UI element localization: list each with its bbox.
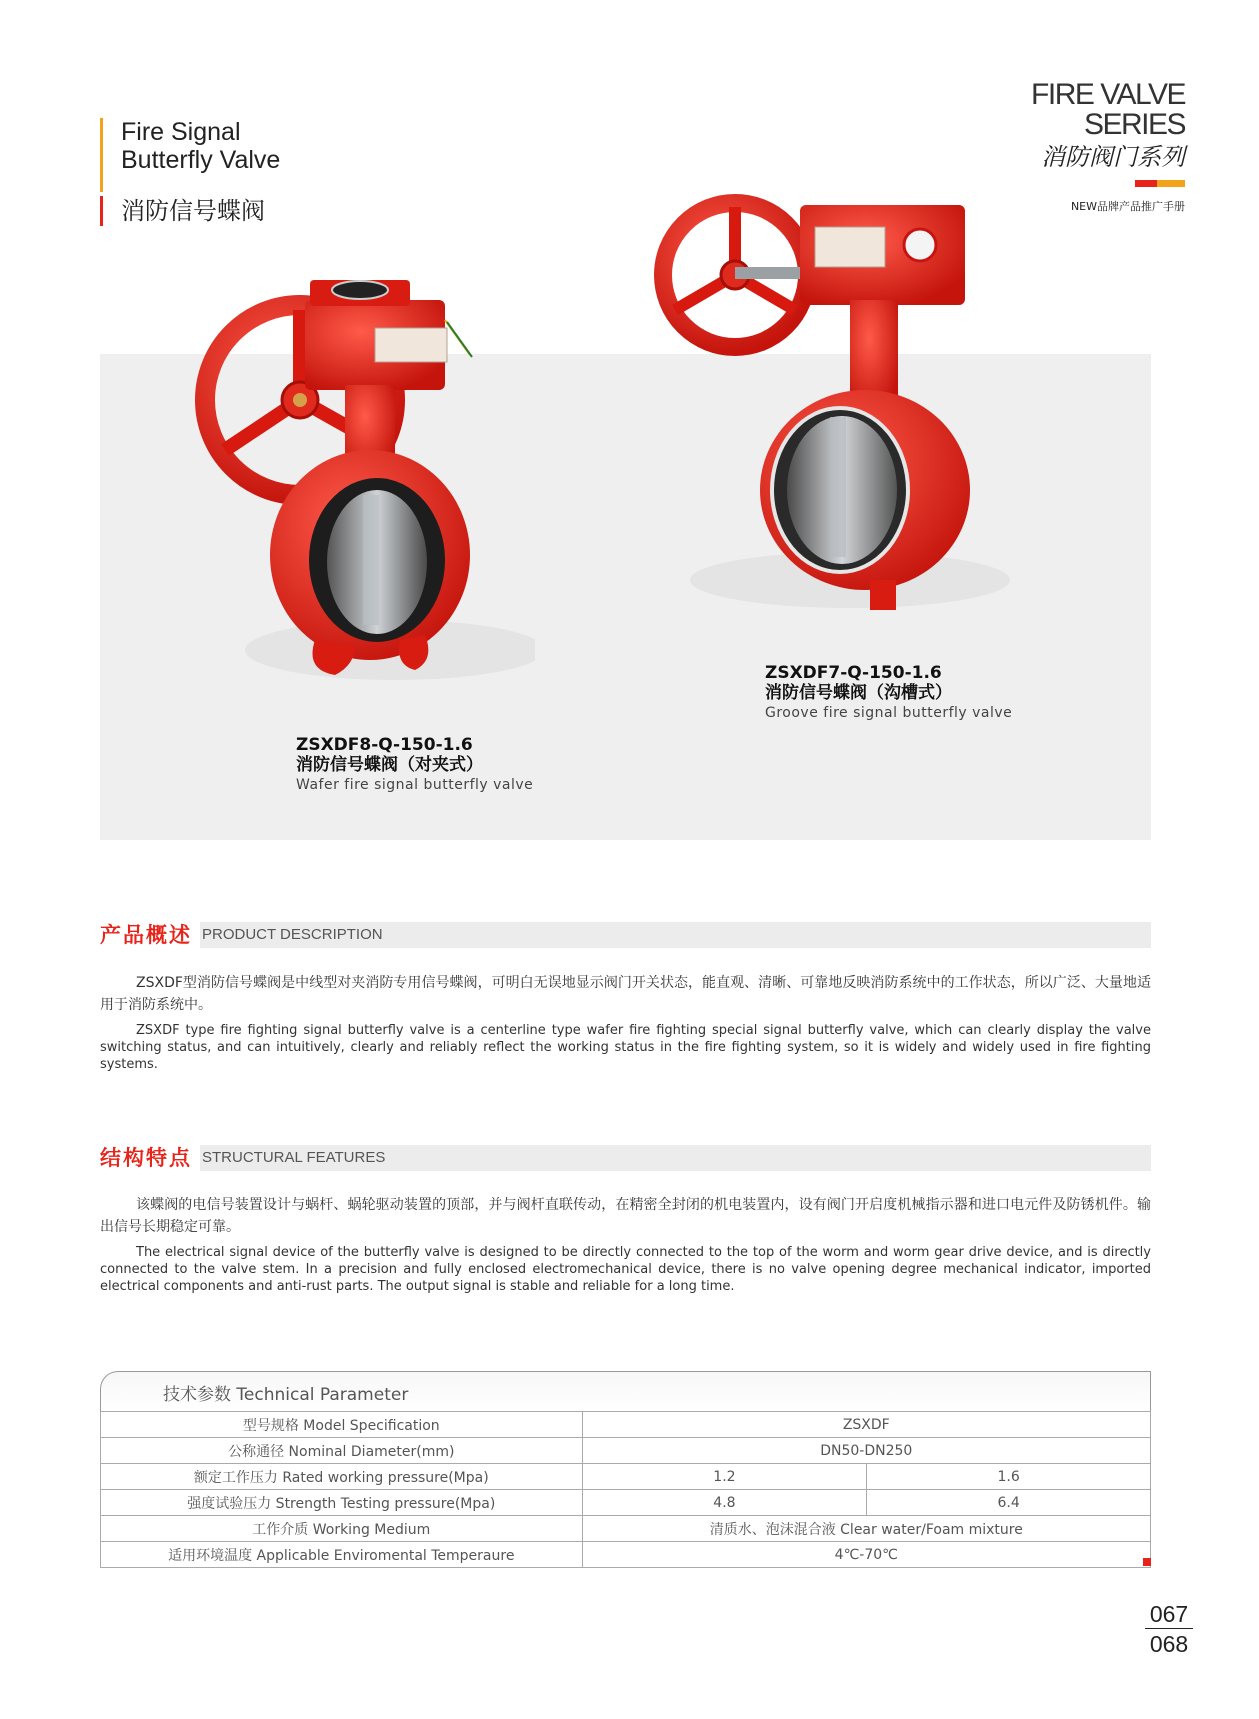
title-block xyxy=(100,118,280,192)
table-row xyxy=(101,1542,1151,1568)
product-description-text xyxy=(100,972,1151,1073)
wafer-butterfly-valve-icon xyxy=(195,280,535,720)
structural-features-text xyxy=(100,1194,1151,1295)
param-label: 强度试验压力 Strength Testing pressure(Mpa) xyxy=(101,1490,583,1516)
groove-butterfly-valve-icon xyxy=(650,185,1010,645)
param-label: 型号规格 Model Specification xyxy=(101,1412,583,1438)
series-color-bar xyxy=(1135,180,1185,187)
product-description-heading xyxy=(100,922,1151,948)
param-value: 4℃-70℃ xyxy=(582,1542,1150,1568)
groove-valve-code: ZSXDF7-Q-150-1.6 xyxy=(765,663,942,683)
param-value: DN50-DN250 xyxy=(582,1438,1150,1464)
table-row xyxy=(101,1516,1151,1542)
product-description-en: ZSXDF type fire fighting signal butterfly valve is a centerline type wafer fire fighting special signal butterfly valve, which can clearly display the valve switching status, and can intuitively, clearly and reliably reflect the working status in the fire fighting system, so it is widely and widely used in fire fighting systems. xyxy=(100,1023,1151,1072)
structural-features-heading xyxy=(100,1145,1151,1171)
page-title-en-line2: Butterfly Valve xyxy=(121,146,281,174)
param-value: 清质水、泡沫混合液 Clear water/Foam mixture xyxy=(582,1516,1150,1542)
structural-features-title-en: STRUCTURAL FEATURES xyxy=(202,1149,386,1166)
table-corner-accent xyxy=(1143,1558,1151,1566)
param-value: 4.8 xyxy=(582,1490,867,1516)
table-row xyxy=(101,1464,1151,1490)
structural-features-en: The electrical signal device of the butterfly valve is designed to be directly connected to the top of the worm and worm gear drive device, and is directly connected to the valve stem. In a precision and fully enclosed electromechanical device, there is no valve opening degree mechanical indicator, imported electrical components and anti-rust parts. The output signal is stable and reliable for a long time. xyxy=(100,1245,1151,1294)
brochure-label: NEW品牌产品推广手册 xyxy=(1070,200,1185,213)
param-value: 1.2 xyxy=(582,1464,867,1490)
param-value: 1.6 xyxy=(867,1464,1151,1490)
wafer-valve-caption xyxy=(296,736,533,795)
groove-valve-caption xyxy=(765,664,1012,723)
groove-valve-name-en: Groove fire signal butterfly valve xyxy=(765,705,1013,721)
table-row xyxy=(101,1490,1151,1516)
product-description-cn: ZSXDF型消防信号蝶阀是中线型对夹消防专用信号蝶阀，可明白无误地显示阀门开关状态，能直观、清晰、可靠地反映消防系统中的工作状态，所以广泛、大量地适用于消防系统中。 xyxy=(100,975,1151,1013)
table-row xyxy=(101,1412,1151,1438)
wafer-valve-name-cn: 消防信号蝶阀（对夹式） xyxy=(296,755,483,775)
page-number-left: 067 xyxy=(1145,1600,1193,1629)
page-numbers xyxy=(1145,1600,1193,1659)
series-heading xyxy=(1031,80,1185,172)
page-number-right: 068 xyxy=(1149,1631,1189,1657)
wafer-valve-name-en: Wafer fire signal butterfly valve xyxy=(296,777,534,793)
technical-parameter-table xyxy=(100,1411,1151,1568)
series-cn: 消防阀门系列 xyxy=(1041,143,1185,171)
product-description-title-en: PRODUCT DESCRIPTION xyxy=(202,926,383,943)
param-label: 适用环境温度 Applicable Enviromental Temperaure xyxy=(101,1542,583,1568)
table-row xyxy=(101,1438,1151,1464)
structural-features-title-cn: 结构特点 xyxy=(100,1143,200,1173)
title-cn-block xyxy=(100,196,265,226)
page-title-en-line1: Fire Signal xyxy=(121,118,241,146)
param-label: 工作介质 Working Medium xyxy=(101,1516,583,1542)
series-en-line2: SERIES xyxy=(1083,108,1185,141)
series-en-line1: FIRE VALVE xyxy=(1031,78,1185,111)
product-description-title-cn: 产品概述 xyxy=(100,920,200,950)
technical-parameter-title: 技术参数 Technical Parameter xyxy=(163,1385,409,1405)
page-title-cn: 消防信号蝶阀 xyxy=(121,197,265,225)
param-value: 6.4 xyxy=(867,1490,1151,1516)
structural-features-cn: 该蝶阀的电信号装置设计与蜗杆、蜗轮驱动装置的顶部，并与阀杆直联传动，在精密全封闭的机电装置内，设有阀门开启度机械指示器和进口电元件及防锈机件。输出信号长期稳定可靠。 xyxy=(100,1197,1151,1235)
wafer-valve-code: ZSXDF8-Q-150-1.6 xyxy=(296,735,473,755)
param-label: 公称通径 Nominal Diameter(mm) xyxy=(101,1438,583,1464)
param-label: 额定工作压力 Rated working pressure(Mpa) xyxy=(101,1464,583,1490)
technical-parameter-header xyxy=(100,1371,1151,1411)
groove-valve-name-cn: 消防信号蝶阀（沟槽式） xyxy=(765,683,952,703)
param-value: ZSXDF xyxy=(582,1412,1150,1438)
